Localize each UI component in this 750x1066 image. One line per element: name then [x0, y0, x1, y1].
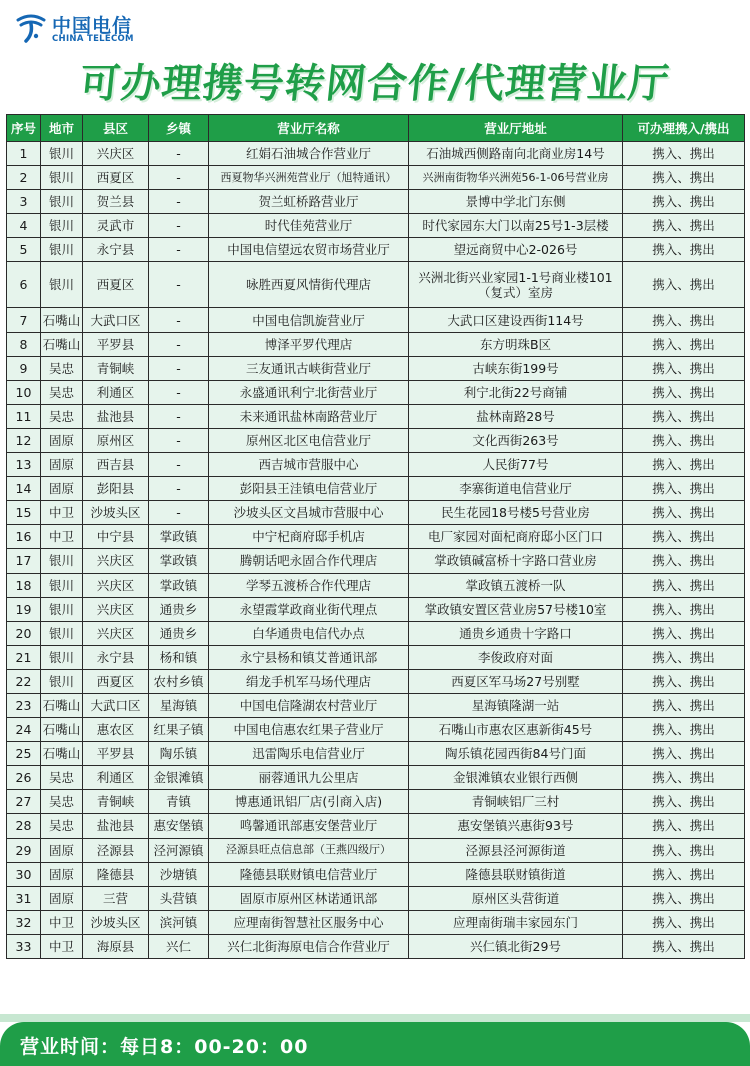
- row-port-in-out: 携入、携出: [623, 525, 745, 549]
- row-store-name: 沙坡头区文昌城市营服中心: [209, 501, 409, 525]
- row-district: 平罗县: [83, 332, 149, 356]
- row-city: 石嘴山: [41, 718, 83, 742]
- row-city: 固原: [41, 453, 83, 477]
- row-district: 惠农区: [83, 718, 149, 742]
- row-store-name: 永盛通讯利宁北街营业厅: [209, 380, 409, 404]
- row-store-address: 文化西街263号: [409, 428, 623, 452]
- col-header-port-in-out: 可办理携入/携出: [623, 115, 745, 142]
- row-store-name: 未来通讯盐林南路营业厅: [209, 404, 409, 428]
- page-title: 可办理携号转网合作/代理营业厅: [77, 61, 672, 107]
- row-city: 吴忠: [41, 790, 83, 814]
- row-city: 银川: [41, 190, 83, 214]
- row-store-address: 电厂家园对面杞商府邸小区门口: [409, 525, 623, 549]
- row-township: -: [149, 142, 209, 166]
- row-store-name: 鸣馨通讯部惠安堡营业厅: [209, 814, 409, 838]
- row-district: 西夏区: [83, 166, 149, 190]
- row-district: 兴庆区: [83, 549, 149, 573]
- table-row: [7, 766, 745, 790]
- row-index: 3: [7, 190, 41, 214]
- row-index: 29: [7, 838, 41, 862]
- row-township: 掌政镇: [149, 549, 209, 573]
- col-header-store-address: 营业厅地址: [409, 115, 623, 142]
- row-township: -: [149, 214, 209, 238]
- row-port-in-out: 携入、携出: [623, 838, 745, 862]
- row-city: 固原: [41, 862, 83, 886]
- table-row: [7, 453, 745, 477]
- table-row: [7, 742, 745, 766]
- row-port-in-out: 携入、携出: [623, 573, 745, 597]
- row-port-in-out: 携入、携出: [623, 501, 745, 525]
- row-store-name: 咏胜西夏风情街代理店: [209, 262, 409, 308]
- row-store-address: 民生花园18号楼5号营业房: [409, 501, 623, 525]
- row-city: 中卫: [41, 910, 83, 934]
- row-store-address: 隆德县联财镇街道: [409, 862, 623, 886]
- row-district: 兴庆区: [83, 573, 149, 597]
- row-township: -: [149, 380, 209, 404]
- row-index: 28: [7, 814, 41, 838]
- row-port-in-out: 携入、携出: [623, 549, 745, 573]
- col-header-township: 乡镇: [149, 115, 209, 142]
- table-row: [7, 190, 745, 214]
- row-port-in-out: 携入、携出: [623, 645, 745, 669]
- row-index: 25: [7, 742, 41, 766]
- row-township: 金银滩镇: [149, 766, 209, 790]
- row-store-name: 学琴五渡桥合作代理店: [209, 573, 409, 597]
- row-port-in-out: 携入、携出: [623, 262, 745, 308]
- row-city: 石嘴山: [41, 742, 83, 766]
- col-header-index: 序号: [7, 115, 41, 142]
- row-index: 31: [7, 886, 41, 910]
- row-index: 9: [7, 356, 41, 380]
- row-store-address: 石油城西侧路南向北商业房14号: [409, 142, 623, 166]
- table-row: [7, 332, 745, 356]
- row-index: 15: [7, 501, 41, 525]
- row-city: 固原: [41, 428, 83, 452]
- row-store-address: 掌政镇安置区营业房57号楼10室: [409, 597, 623, 621]
- row-store-name: 红娟石油城合作营业厅: [209, 142, 409, 166]
- row-port-in-out: 携入、携出: [623, 742, 745, 766]
- row-city: 银川: [41, 166, 83, 190]
- table-row: [7, 428, 745, 452]
- row-index: 8: [7, 332, 41, 356]
- row-city: 石嘴山: [41, 332, 83, 356]
- row-district: 西夏区: [83, 262, 149, 308]
- row-city: 银川: [41, 645, 83, 669]
- row-index: 1: [7, 142, 41, 166]
- row-index: 4: [7, 214, 41, 238]
- row-city: 吴忠: [41, 404, 83, 428]
- row-city: 固原: [41, 477, 83, 501]
- row-township: -: [149, 190, 209, 214]
- table-row: [7, 838, 745, 862]
- row-district: 平罗县: [83, 742, 149, 766]
- table-row: [7, 910, 745, 934]
- table-row: [7, 573, 745, 597]
- row-district: 盐池县: [83, 814, 149, 838]
- row-store-name: 固原市原州区林诺通讯部: [209, 886, 409, 910]
- row-district: 隆德县: [83, 862, 149, 886]
- row-city: 银川: [41, 573, 83, 597]
- row-township: 沙塘镇: [149, 862, 209, 886]
- row-index: 11: [7, 404, 41, 428]
- row-township: 杨和镇: [149, 645, 209, 669]
- row-district: 原州区: [83, 428, 149, 452]
- row-district: 沙坡头区: [83, 501, 149, 525]
- table-row: [7, 597, 745, 621]
- row-store-address: 西夏区军马场27号别墅: [409, 669, 623, 693]
- row-city: 银川: [41, 549, 83, 573]
- logo-text-cn: 中国电信: [52, 15, 133, 37]
- table-row: [7, 549, 745, 573]
- row-index: 2: [7, 166, 41, 190]
- row-district: 兴庆区: [83, 597, 149, 621]
- row-city: 银川: [41, 669, 83, 693]
- row-index: 20: [7, 621, 41, 645]
- row-district: 青铜峡: [83, 356, 149, 380]
- row-township: 红果子镇: [149, 718, 209, 742]
- row-store-address: 石嘴山市惠农区惠新街45号: [409, 718, 623, 742]
- row-store-name: 丽蓉通讯九公里店: [209, 766, 409, 790]
- row-city: 中卫: [41, 501, 83, 525]
- row-port-in-out: 携入、携出: [623, 404, 745, 428]
- row-city: 中卫: [41, 525, 83, 549]
- row-township: 头营镇: [149, 886, 209, 910]
- row-store-address: 掌政镇五渡桥一队: [409, 573, 623, 597]
- row-store-address: 东方明珠B区: [409, 332, 623, 356]
- row-store-name: 隆德县联财镇电信营业厅: [209, 862, 409, 886]
- row-port-in-out: 携入、携出: [623, 718, 745, 742]
- business-hours: 营业时间：每日8：00-20：00: [20, 1036, 309, 1058]
- row-index: 10: [7, 380, 41, 404]
- table-row: [7, 790, 745, 814]
- china-telecom-logo: [14, 8, 154, 48]
- row-store-address: 盐林南路28号: [409, 404, 623, 428]
- row-port-in-out: 携入、携出: [623, 597, 745, 621]
- row-index: 5: [7, 238, 41, 262]
- row-district: 大武口区: [83, 308, 149, 332]
- row-store-address: 李寨街道电信营业厅: [409, 477, 623, 501]
- footer-accent-band: [0, 1014, 750, 1022]
- row-store-name: 中国电信凯旋营业厅: [209, 308, 409, 332]
- row-township: -: [149, 428, 209, 452]
- row-township: 惠安堡镇: [149, 814, 209, 838]
- table-row: [7, 501, 745, 525]
- row-store-name: 迅雷陶乐电信营业厅: [209, 742, 409, 766]
- row-township: -: [149, 262, 209, 308]
- row-city: 固原: [41, 886, 83, 910]
- row-district: 利通区: [83, 380, 149, 404]
- row-township: 通贵乡: [149, 597, 209, 621]
- row-port-in-out: 携入、携出: [623, 790, 745, 814]
- table-row: [7, 934, 745, 958]
- table-row: [7, 645, 745, 669]
- row-index: 32: [7, 910, 41, 934]
- row-index: 27: [7, 790, 41, 814]
- row-district: 西吉县: [83, 453, 149, 477]
- row-store-name: 腾朝话吧永固合作代理店: [209, 549, 409, 573]
- row-township: -: [149, 332, 209, 356]
- row-port-in-out: 携入、携出: [623, 621, 745, 645]
- row-township: 掌政镇: [149, 525, 209, 549]
- row-port-in-out: 携入、携出: [623, 934, 745, 958]
- page-header: [0, 0, 750, 120]
- row-township: 青镇: [149, 790, 209, 814]
- row-store-address: 陶乐镇花园西街84号门面: [409, 742, 623, 766]
- row-district: 永宁县: [83, 238, 149, 262]
- table-row: [7, 142, 745, 166]
- row-district: 大武口区: [83, 693, 149, 717]
- row-store-name: 绢龙手机军马场代理店: [209, 669, 409, 693]
- row-port-in-out: 携入、携出: [623, 814, 745, 838]
- row-store-name: 中国电信隆湖农村营业厅: [209, 693, 409, 717]
- row-store-name: 中宁杞商府邸手机店: [209, 525, 409, 549]
- row-city: 石嘴山: [41, 693, 83, 717]
- row-index: 7: [7, 308, 41, 332]
- row-store-name: 彭阳县王洼镇电信营业厅: [209, 477, 409, 501]
- row-port-in-out: 携入、携出: [623, 166, 745, 190]
- table-row: [7, 669, 745, 693]
- row-store-name: 三友通讯古峡街营业厅: [209, 356, 409, 380]
- row-store-name: 永望霞掌政商业街代理点: [209, 597, 409, 621]
- row-city: 银川: [41, 214, 83, 238]
- row-city: 吴忠: [41, 814, 83, 838]
- store-table-container: [6, 114, 744, 959]
- row-district: 兴庆区: [83, 142, 149, 166]
- table-row: [7, 886, 745, 910]
- row-store-address: 利宁北街22号商铺: [409, 380, 623, 404]
- row-index: 13: [7, 453, 41, 477]
- row-index: 16: [7, 525, 41, 549]
- row-store-address: 通贵乡通贵十字路口: [409, 621, 623, 645]
- row-store-address: 兴洲南街物华兴洲苑56-1-06号营业房: [409, 166, 623, 190]
- row-store-name: 博惠通讯铝厂店(引商入店): [209, 790, 409, 814]
- row-store-name: 永宁县杨和镇艾普通讯部: [209, 645, 409, 669]
- row-township: -: [149, 308, 209, 332]
- row-port-in-out: 携入、携出: [623, 332, 745, 356]
- footer-bar: [0, 1022, 750, 1066]
- row-district: 彭阳县: [83, 477, 149, 501]
- row-port-in-out: 携入、携出: [623, 142, 745, 166]
- row-district: 永宁县: [83, 645, 149, 669]
- row-district: 利通区: [83, 766, 149, 790]
- col-header-city: 地市: [41, 115, 83, 142]
- row-index: 33: [7, 934, 41, 958]
- row-port-in-out: 携入、携出: [623, 190, 745, 214]
- row-store-address: 景博中学北门东侧: [409, 190, 623, 214]
- row-city: 吴忠: [41, 380, 83, 404]
- table-row: [7, 238, 745, 262]
- row-store-address: 兴洲北街兴业家园1-1号商业楼101（复式）室房: [409, 262, 623, 308]
- china-telecom-logo-icon: [14, 10, 48, 44]
- row-port-in-out: 携入、携出: [623, 693, 745, 717]
- table-row: [7, 477, 745, 501]
- row-port-in-out: 携入、携出: [623, 477, 745, 501]
- row-port-in-out: 携入、携出: [623, 428, 745, 452]
- row-port-in-out: 携入、携出: [623, 766, 745, 790]
- row-port-in-out: 携入、携出: [623, 356, 745, 380]
- row-township: 泾河源镇: [149, 838, 209, 862]
- row-store-address: 兴仁镇北街29号: [409, 934, 623, 958]
- row-index: 23: [7, 693, 41, 717]
- row-township: -: [149, 404, 209, 428]
- row-index: 21: [7, 645, 41, 669]
- table-row: [7, 862, 745, 886]
- row-district: 泾源县: [83, 838, 149, 862]
- row-district: 盐池县: [83, 404, 149, 428]
- row-store-address: 惠安堡镇兴惠街93号: [409, 814, 623, 838]
- row-township: -: [149, 356, 209, 380]
- row-store-address: 望远商贸中心2-026号: [409, 238, 623, 262]
- row-store-address: 古峡东街199号: [409, 356, 623, 380]
- row-store-name: 西吉城市营服中心: [209, 453, 409, 477]
- store-table: [6, 114, 745, 959]
- row-township: 滨河镇: [149, 910, 209, 934]
- row-index: 12: [7, 428, 41, 452]
- row-store-name: 西夏物华兴洲苑营业厅（旭特通讯）: [209, 166, 409, 190]
- row-district: 海原县: [83, 934, 149, 958]
- row-township: 通贵乡: [149, 621, 209, 645]
- row-store-address: 泾源县泾河源街道: [409, 838, 623, 862]
- row-store-address: 青铜峡铝厂三村: [409, 790, 623, 814]
- row-store-name: 原州区北区电信营业厅: [209, 428, 409, 452]
- row-store-address: 时代家园东大门以南25号1-3层楼: [409, 214, 623, 238]
- row-index: 22: [7, 669, 41, 693]
- row-store-address: 金银滩镇农业银行西侧: [409, 766, 623, 790]
- row-store-address: 大武口区建设西街114号: [409, 308, 623, 332]
- row-city: 银川: [41, 262, 83, 308]
- row-index: 26: [7, 766, 41, 790]
- row-index: 6: [7, 262, 41, 308]
- row-township: 陶乐镇: [149, 742, 209, 766]
- row-port-in-out: 携入、携出: [623, 669, 745, 693]
- row-store-name: 泾源县旺点信息部（王燕四级厅）: [209, 838, 409, 862]
- table-row: [7, 214, 745, 238]
- row-port-in-out: 携入、携出: [623, 214, 745, 238]
- row-store-address: 掌政镇碱富桥十字路口营业房: [409, 549, 623, 573]
- col-header-store-name: 营业厅名称: [209, 115, 409, 142]
- row-township: -: [149, 238, 209, 262]
- row-store-name: 时代佳苑营业厅: [209, 214, 409, 238]
- table-header-row: [7, 115, 745, 142]
- row-township: -: [149, 501, 209, 525]
- table-row: [7, 262, 745, 308]
- table-row: [7, 308, 745, 332]
- row-store-address: 应理南街瑞丰家园东门: [409, 910, 623, 934]
- row-port-in-out: 携入、携出: [623, 238, 745, 262]
- row-district: 贺兰县: [83, 190, 149, 214]
- row-township: 星海镇: [149, 693, 209, 717]
- row-city: 中卫: [41, 934, 83, 958]
- table-row: [7, 404, 745, 428]
- row-store-name: 应理南街智慧社区服务中心: [209, 910, 409, 934]
- row-city: 吴忠: [41, 766, 83, 790]
- row-district: 三营: [83, 886, 149, 910]
- row-store-name: 中国电信望远农贸市场营业厅: [209, 238, 409, 262]
- row-district: 西夏区: [83, 669, 149, 693]
- row-township: 农村乡镇: [149, 669, 209, 693]
- table-row: [7, 356, 745, 380]
- row-district: 中宁县: [83, 525, 149, 549]
- row-district: 青铜峡: [83, 790, 149, 814]
- row-index: 18: [7, 573, 41, 597]
- row-city: 银川: [41, 142, 83, 166]
- table-body: [7, 142, 745, 959]
- row-index: 19: [7, 597, 41, 621]
- row-city: 固原: [41, 838, 83, 862]
- table-row: [7, 718, 745, 742]
- row-township: -: [149, 166, 209, 190]
- row-store-address: 星海镇隆湖一站: [409, 693, 623, 717]
- table-row: [7, 693, 745, 717]
- col-header-district: 县区: [83, 115, 149, 142]
- row-index: 30: [7, 862, 41, 886]
- table-row: [7, 525, 745, 549]
- row-city: 银川: [41, 238, 83, 262]
- row-store-name: 博泽平罗代理店: [209, 332, 409, 356]
- logo-text-en: CHINA TELECOM: [52, 34, 134, 44]
- row-port-in-out: 携入、携出: [623, 862, 745, 886]
- row-city: 吴忠: [41, 356, 83, 380]
- table-row: [7, 621, 745, 645]
- row-port-in-out: 携入、携出: [623, 453, 745, 477]
- row-index: 14: [7, 477, 41, 501]
- row-district: 兴庆区: [83, 621, 149, 645]
- row-port-in-out: 携入、携出: [623, 886, 745, 910]
- row-store-name: 兴仁北街海原电信合作营业厅: [209, 934, 409, 958]
- table-row: [7, 166, 745, 190]
- row-store-address: 人民街77号: [409, 453, 623, 477]
- row-index: 17: [7, 549, 41, 573]
- row-district: 灵武市: [83, 214, 149, 238]
- row-index: 24: [7, 718, 41, 742]
- row-store-name: 白华通贵电信代办点: [209, 621, 409, 645]
- row-store-address: 原州区头营街道: [409, 886, 623, 910]
- table-row: [7, 380, 745, 404]
- row-store-name: 贺兰虹桥路营业厅: [209, 190, 409, 214]
- row-city: 银川: [41, 621, 83, 645]
- row-district: 沙坡头区: [83, 910, 149, 934]
- row-port-in-out: 携入、携出: [623, 910, 745, 934]
- row-port-in-out: 携入、携出: [623, 380, 745, 404]
- row-township: -: [149, 477, 209, 501]
- row-city: 石嘴山: [41, 308, 83, 332]
- row-port-in-out: 携入、携出: [623, 308, 745, 332]
- row-township: 兴仁: [149, 934, 209, 958]
- row-township: 掌政镇: [149, 573, 209, 597]
- row-store-name: 中国电信惠农红果子营业厅: [209, 718, 409, 742]
- row-store-address: 李俊政府对面: [409, 645, 623, 669]
- table-row: [7, 814, 745, 838]
- row-township: -: [149, 453, 209, 477]
- row-city: 银川: [41, 597, 83, 621]
